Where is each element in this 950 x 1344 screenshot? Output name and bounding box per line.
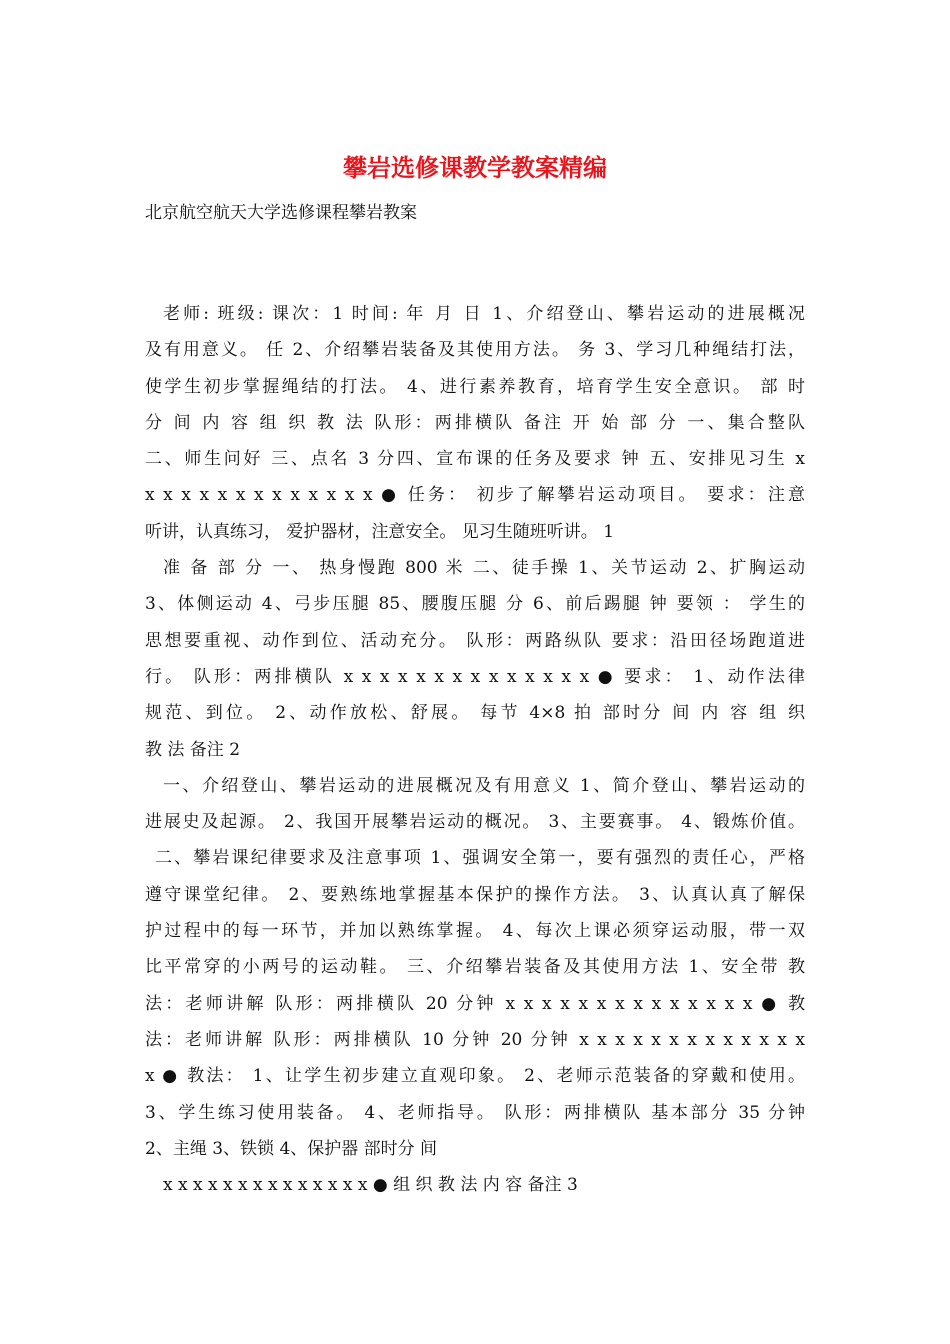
body-line: 思想要重视、动作到位、活动充分。 队形：两路纵队 要求：沿田径场跑道进 (145, 630, 805, 651)
body-line: 行。 队形：两排横队 x x x x x x x x x x x x x x ● 要求： 1、动作法律 (145, 666, 805, 687)
body-line: 进展史及起源。 2、我国开展攀岩运动的概况。 3、主要赛事。 4、锻炼价值。 (145, 812, 805, 833)
body-line: 准 备 部 分 一、 热身慢跑 800 米 二、徒手操 1、关节运动 2、扩胸运动 (163, 558, 805, 579)
body-line: 二、师生问好 三、点名 3 分四、宣布课的任务及要求 钟 五、安排见习生 x (145, 449, 805, 470)
body-line: x x x x x x x x x x x x x ● 任务： 初步了解攀岩运动项目。 要求：注意 (145, 485, 805, 506)
body-line: 规范、到位。 2、动作放松、舒展。 每节 4×8 拍 部时分 间 内 容 组 织 (145, 703, 805, 724)
body-line: 3、学生练习使用装备。 4、老师指导。 队形：两排横队 基本部分 35 分钟 (145, 1102, 805, 1123)
body-line: 老师: 班级: 课次：1 时间: 年 月 日 1、介绍登山、攀岩运动的进展概况 (163, 304, 805, 324)
body-line: 护过程中的每一环节，并加以熟练掌握。 4、每次上课必须穿运动服，带一双 (145, 921, 805, 942)
body-line: 听讲，认真练习， 爱护器材，注意安全。 见习生随班听讲。 1 (145, 521, 615, 542)
document-body (145, 296, 805, 1203)
body-line: 分 间 内 容 组 织 教 法 队形：两排横队 备注 开 始 部 分 一、集合整队 (145, 412, 805, 433)
body-line: 法：老师讲解 队形：两排横队 10 分钟 20 分钟 x x x x x x x x x x x x x (145, 1029, 805, 1050)
body-line: 法：老师讲解 队形：两排横队 20 分钟 x x x x x x x x x x x x x x ● 教 (145, 993, 805, 1014)
body-line: x ● 教法： 1、让学生初步建立直观印象。 2、老师示范装备的穿戴和使用。 (145, 1066, 805, 1087)
body-line: 二、攀岩课纪律要求及注意事项 1、强调安全第一，要有强烈的责任心，严格 (155, 848, 805, 869)
document-title: 攀岩选修课教学教案精编 (343, 153, 607, 182)
body-line: 2、主绳 3、铁锁 4、保护器 部时分 间 (145, 1138, 438, 1159)
body-line: 使学生初步掌握绳结的打法。 4、进行素养教育，培育学生安全意识。 部 时 (145, 376, 805, 397)
body-line: 3、体侧运动 4、弓步压腿 85、腰腹压腿 分 6、前后踢腿 钟 要领 ： 学生的 (145, 594, 805, 615)
body-line: x x x x x x x x x x x x x x ● 组 织 教 法 内 容 备注 3 (163, 1175, 578, 1196)
document-subtitle: 北京航空航天大学选修课程攀岩教案 (145, 203, 417, 223)
body-line: 一、介绍登山、攀岩运动的进展概况及有用意义 1、简介登山、攀岩运动的 (163, 775, 805, 796)
body-line: 比平常穿的小两号的运动鞋。 三、介绍攀岩装备及其使用方法 1、安全带 教 (145, 957, 805, 978)
body-line: 教 法 备注 2 (145, 739, 241, 760)
body-line: 遵守课堂纪律。 2、要熟练地掌握基本保护的操作方法。 3、认真认真了解保 (145, 884, 805, 905)
body-line: 及有用意义。 任 2、介绍攀岩装备及其使用方法。 务 3、学习几种绳结打法， (145, 340, 805, 361)
